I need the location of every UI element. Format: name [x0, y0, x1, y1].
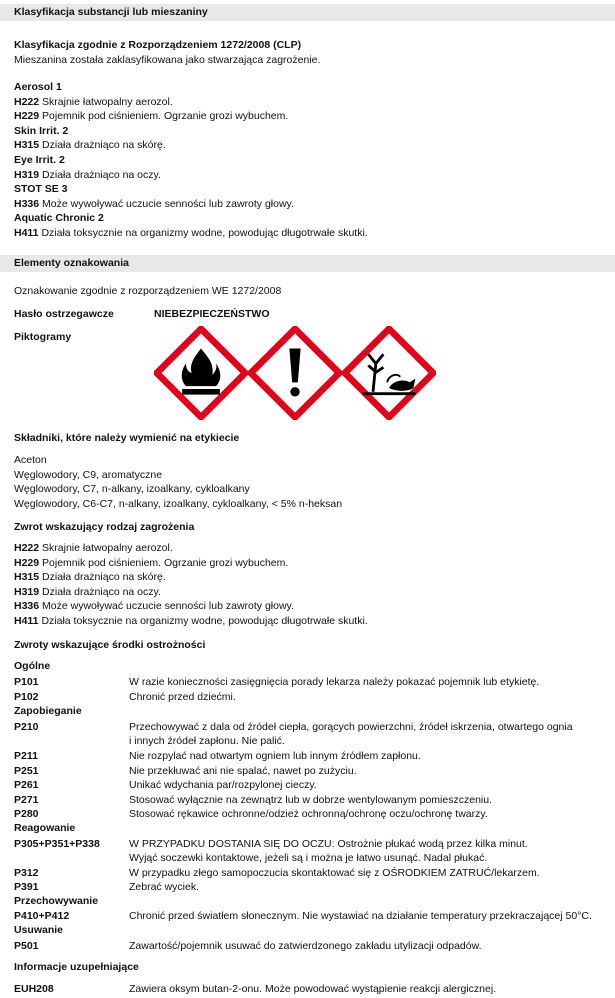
precaution-row — [14, 807, 607, 822]
euh-code: EUH208 — [14, 983, 54, 995]
components-list — [14, 453, 605, 511]
precaution-row — [14, 778, 607, 793]
list-item: Węglowodory, C9, aromatyczne — [14, 468, 163, 481]
p-text: W PRZYPADKU DOSTANIA SIĘ DO OCZU: Ostrożnie płukać wodą przez kilka minut. — [129, 838, 528, 850]
precaution-row — [14, 793, 607, 808]
hazard-statements — [14, 541, 605, 629]
components-heading: Składniki, które należy wymienić na etykiecie — [14, 432, 240, 444]
hazard-text: Pojemnik pod ciśnieniem. Ogrzanie grozi wybuchem. — [42, 556, 289, 569]
hazard-line — [14, 109, 605, 124]
signal-word: NIEBEZPIECZEŃSTWO — [154, 308, 270, 320]
hazard-text: Działa drażniąco na oczy. — [42, 585, 161, 598]
precaution-row-cont — [14, 851, 607, 866]
hazard-code: H319 — [14, 168, 40, 181]
p-code: P210 — [14, 721, 39, 733]
p-code: P211 — [14, 750, 38, 762]
precaution-row — [14, 764, 607, 779]
p-text: Stosować wyłącznie na zewnątrz lub w dobrze wentylowanym pomieszczeniu. — [129, 794, 492, 806]
class-name: Skin Irrit. 2 — [14, 124, 69, 137]
hazard-code: H229 — [14, 110, 40, 123]
hazard-line — [14, 226, 605, 241]
hazard-line — [14, 570, 605, 585]
precaution-row — [14, 909, 607, 924]
signal-word-label: Hasło ostrzegawcze — [14, 308, 114, 320]
p-text: Chronić przed dziećmi. — [129, 691, 236, 703]
class-name: STOT SE 3 — [14, 183, 68, 196]
p-text: i innych źródeł zapłonu. Nie palić. — [129, 735, 285, 747]
precaution-heading: Zwroty wskazujące środki ostrożności — [14, 639, 206, 651]
hazard-text: Działa drażniąco na oczy. — [42, 168, 161, 181]
clp-heading: Klasyfikacja zgodnie z Rozporządzeniem 1272/2008 (CLP) — [14, 39, 302, 51]
hazard-line — [14, 599, 605, 614]
precaution-row — [14, 749, 607, 764]
p-code: P251 — [14, 765, 39, 777]
hazard-text: Działa drażniąco na skórę. — [42, 139, 166, 152]
p-text: Nie rozpylać nad otwartym ogniem lub innym źródłem zapłonu. — [129, 750, 421, 762]
hazard-heading: Zwrot wskazujący rodzaj zagrożenia — [14, 521, 195, 533]
p-code: P305+P351+P338 — [14, 838, 100, 850]
p-text: Wyjąć soczewki kontaktowe, jeżeli są i można je łatwo usunąć. Nadal płukać. — [129, 852, 488, 864]
p-text: Unikać wdychania par/rozpylonej cieczy. — [129, 779, 317, 791]
p-text: Zawartość/pojemnik usuwać do zatwierdzonego zakładu utylizacji odpadów. — [129, 940, 482, 952]
hazard-line — [14, 197, 605, 212]
p-text: Stosować rękawice ochronne/odzież ochronną/ochronę oczu/ochronę twarzy. — [129, 808, 488, 820]
pictogram-row — [154, 326, 436, 420]
hazard-line — [14, 614, 605, 629]
hazard-text: Może wywoływać uczucie senności lub zawroty głowy. — [42, 600, 294, 613]
p-code: P101 — [14, 676, 39, 688]
hazard-line — [14, 95, 605, 110]
list-item: Węglowodory, C6-C7, n-alkany, izoalkany, cykloalkany, < 5% n-heksan — [14, 497, 343, 510]
p-text: Zebrać wyciek. — [129, 881, 200, 893]
hazard-code: H229 — [14, 556, 40, 569]
p-code: P280 — [14, 808, 39, 820]
hazard-text: Działa toksycznie na organizmy wodne, powodując długotrwałe skutki. — [41, 226, 368, 239]
group-storage: Przechowywanie — [14, 895, 99, 907]
list-item: Węglowodory, C7, n-alkany, izoalkany, cykloalkany — [14, 483, 250, 496]
hazard-code: H319 — [14, 585, 40, 598]
regulation-text: Oznakowanie zgodnie z rozporządzeniem WE 1272/2008 — [14, 285, 282, 297]
hazard-line — [14, 556, 605, 571]
hazard-text: Działa drażniąco na skórę. — [42, 571, 166, 584]
hazard-code: H315 — [14, 139, 40, 152]
p-code: P102 — [14, 691, 39, 703]
exclamation-icon — [248, 326, 342, 420]
group-prevention: Zapobieganie — [14, 705, 82, 717]
class-name: Eye Irrit. 2 — [14, 153, 65, 166]
precaution-row — [14, 982, 607, 997]
p-code: P410+P412 — [14, 910, 70, 922]
p-text: W razie konieczności zasięgnięcia porady lekarza należy pokazać pojemnik lub etykietę. — [129, 676, 540, 688]
precaution-row — [14, 866, 607, 881]
p-code: P312 — [14, 867, 39, 879]
flame-icon — [154, 326, 248, 420]
hazard-line — [14, 168, 605, 183]
hazard-code: H222 — [14, 542, 40, 554]
precaution-row — [14, 837, 607, 852]
p-text: Przechowywać z dala od źródeł ciepła, gorących powierzchni, źródeł iskrzenia, otwartego ognia — [129, 721, 573, 733]
hazard-text: Skrajnie łatwopalny aerozol. — [42, 95, 173, 108]
section-header-label-elements: Elementy oznakowania — [0, 255, 615, 272]
classification-list — [14, 80, 605, 241]
p-text: W przypadku złego samopoczucia skontaktować się z OŚRODKIEM ZATRUĆ/lekarzem. — [129, 867, 540, 879]
pictograms-label: Piktogramy — [14, 331, 72, 343]
precaution-row — [14, 690, 607, 705]
hazard-code: H315 — [14, 571, 40, 584]
euh-text: Zawiera oksym butan-2-onu. Może powodować wystąpienie reakcji alergicznej. — [129, 983, 497, 995]
supplementary-heading: Informacje uzupełniające — [14, 961, 139, 973]
environment-icon — [342, 326, 436, 420]
precaution-row — [14, 675, 607, 690]
p-code: P271 — [14, 794, 39, 806]
section-header-classification: Klasyfikacja substancji lub mieszaniny — [0, 4, 615, 21]
hazard-text: Może wywoływać uczucie senności lub zawroty głowy. — [42, 197, 294, 210]
group-general: Ogólne — [14, 660, 51, 672]
p-code: P261 — [14, 779, 39, 791]
precaution-row — [14, 880, 607, 895]
precaution-row-cont — [14, 734, 607, 749]
hazard-line — [14, 138, 605, 153]
group-response: Reagowanie — [14, 822, 76, 834]
hazard-text: Działa toksycznie na organizmy wodne, powodując długotrwałe skutki. — [41, 614, 368, 627]
p-code: P501 — [14, 940, 39, 952]
hazard-text: Pojemnik pod ciśnieniem. Ogrzanie grozi wybuchem. — [42, 110, 289, 123]
clp-text: Mieszanina została zaklasyfikowana jako stwarzająca zagrożenie. — [14, 53, 321, 66]
hazard-code: H222 — [14, 95, 40, 108]
hazard-line — [14, 541, 605, 556]
hazard-code: H336 — [14, 600, 40, 613]
p-text: Nie przekłuwać ani nie spalać, nawet po zużyciu. — [129, 765, 357, 777]
precaution-row — [14, 720, 607, 735]
clp-block — [14, 38, 605, 67]
class-name: Aerosol 1 — [14, 81, 62, 93]
hazard-line — [14, 585, 605, 600]
list-item: Aceton — [14, 454, 47, 466]
hazard-code: H336 — [14, 197, 40, 210]
hazard-text: Skrajnie łatwopalny aerozol. — [42, 542, 173, 554]
hazard-code: H411 — [14, 614, 39, 627]
hazard-code: H411 — [14, 226, 39, 239]
group-disposal: Usuwanie — [14, 924, 64, 936]
p-text: Chronić przed światłem słonecznym. Nie wystawiać na działanie temperatury przekraczającej 50°C. — [129, 910, 592, 922]
class-name: Aquatic Chronic 2 — [14, 212, 104, 225]
precaution-row — [14, 939, 607, 954]
p-code: P391 — [14, 881, 39, 893]
